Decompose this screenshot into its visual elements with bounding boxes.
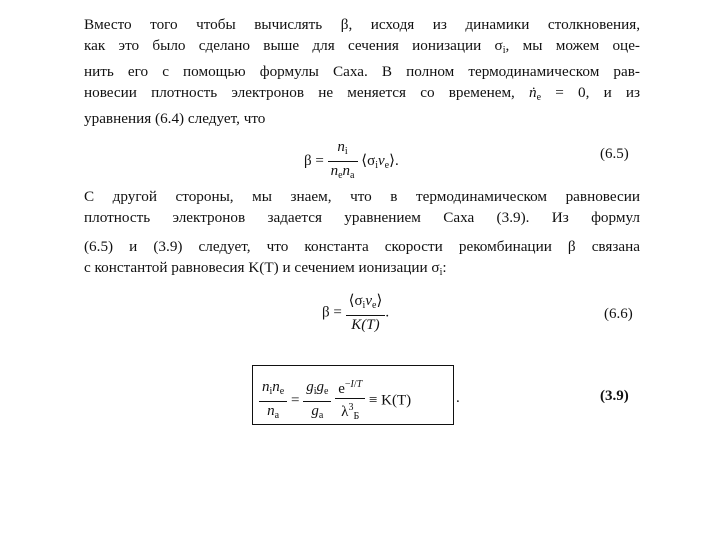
equation-number-3-9: (3.9) <box>600 388 629 404</box>
fraction: $\frac{⟨\sigma_iv_e⟩}{K(T)}$ <box>346 292 386 334</box>
text-line: новесии плотность электронов не меняется со временем, ṅ$_e$ = 0, и из <box>84 84 641 103</box>
paragraph-1 <box>84 14 640 129</box>
fraction: $\frac{n_i}{n_en_a}$ <box>328 138 358 185</box>
paragraph-2 <box>84 186 640 283</box>
text-line: нить его с помощью формулы Саха. В полном термодинамическом рав- <box>84 63 640 80</box>
equation-6-5: β = $\frac{n_i}{n_en_a}$ $⟨\sigma_iv_e⟩$. <box>304 138 399 185</box>
equation-number-6-6: (6.6) <box>604 306 633 322</box>
equation-6-6: β = $\frac{⟨\sigma_iv_e⟩}{K(T)}$ . <box>322 293 390 333</box>
text-line: как это было сделано выше для сечения ионизации $\sigma_i$, мы можем оце- <box>84 37 640 56</box>
text-line: Вместо того чтобы вычислять β, исходя из динамики столкновения, <box>84 16 640 33</box>
text-line: уравнения (6.4) следует, что <box>84 110 266 127</box>
text-line: (6.5) и (3.9) следует, что константа скорости рекомбинации β связана <box>84 238 640 255</box>
equation-number-6-5: (6.5) <box>600 146 629 162</box>
text-line: с константой равновесия K(T) и сечением ионизации $\sigma_i$: <box>84 259 447 278</box>
text-line: плотность электронов задается уравнением Саха (3.9). Из формул <box>84 209 640 226</box>
saha-equation-box: $\frac{n_in_e}{n_a}$ = $\frac{g_ig_e}{g_a}$ $\frac{e^{-I/T}}{\lambda^3_Б}$ ≡ K(T) <box>252 365 454 425</box>
period: . <box>456 390 460 406</box>
text-line: С другой стороны, мы знаем, что в термодинамическом равновесии <box>84 188 640 205</box>
